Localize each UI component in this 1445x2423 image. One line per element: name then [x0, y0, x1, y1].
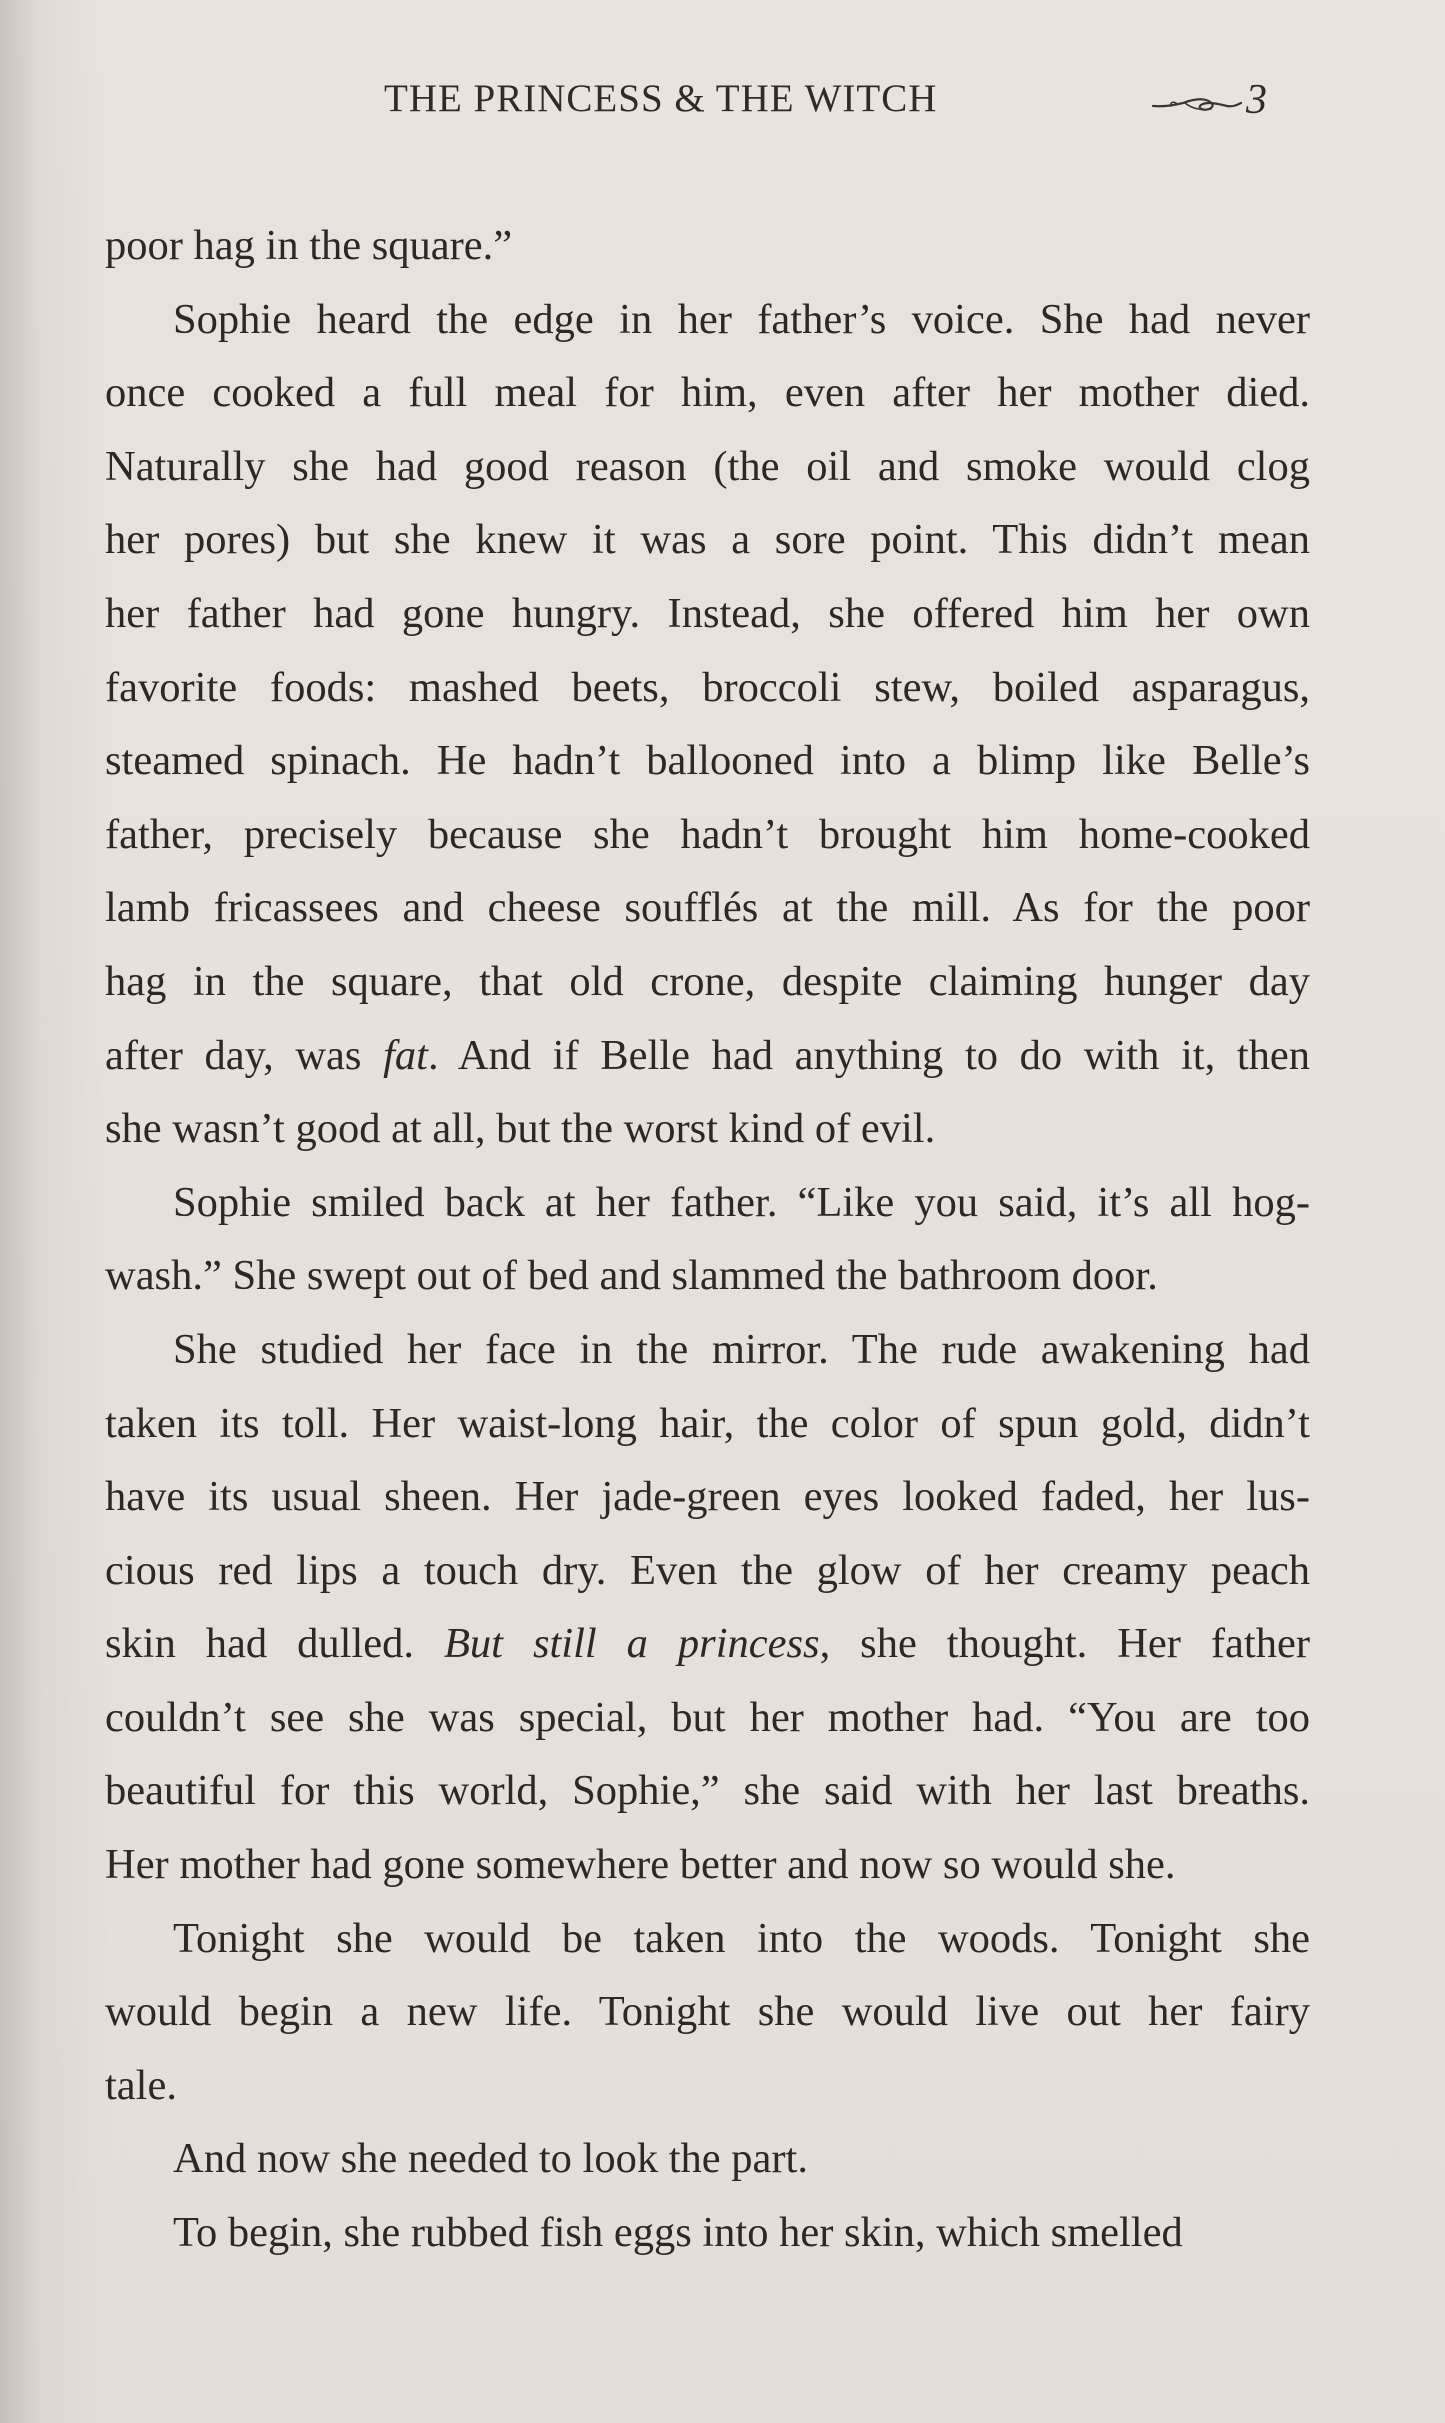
text-run: tale. [105, 2061, 177, 2109]
paragraph [105, 1902, 1310, 2123]
text-line [105, 209, 1310, 283]
text-line [105, 1754, 1310, 1828]
paragraph [105, 1166, 1310, 1313]
italic-text: fat [383, 1031, 428, 1079]
text-line [105, 2049, 1310, 2123]
text-run: Sophie smiled back at her father. “Like you said, it’s all hog- [173, 1178, 1310, 1226]
text-run: skin had dulled. [105, 1620, 444, 1668]
running-head: THE PRINCESS & THE WITCH [384, 77, 938, 120]
text-line [105, 1387, 1310, 1461]
paragraph [105, 2122, 1310, 2196]
page-header [384, 72, 1384, 132]
text-run: father, precisely because she hadn’t brought him home-cooked [105, 810, 1310, 858]
text-run: after day, was [105, 1031, 384, 1079]
text-line [105, 1460, 1310, 1534]
text-run: poor hag in the square.” [105, 222, 513, 269]
text-line [105, 1975, 1310, 2049]
text-run: Naturally she had good reason (the oil and smoke would clog [105, 442, 1310, 490]
text-line [105, 2196, 1310, 2270]
text-line [105, 724, 1310, 798]
text-line [105, 577, 1310, 651]
text-line [105, 1019, 1310, 1093]
text-run: favorite foods: mashed beets, broccoli stew, boiled asparagus, [105, 663, 1310, 711]
text-run: she wasn’t good at all, but the worst kind of evil. [105, 1105, 936, 1153]
text-run: her father had gone hungry. Instead, she offered him her own [105, 589, 1310, 637]
text-line [105, 1092, 1310, 1166]
text-run: Sophie heard the edge in her father’s voice. She had never [173, 295, 1310, 343]
italic-text: But still a princess [443, 1620, 820, 1668]
text-line [105, 430, 1310, 504]
text-line [105, 798, 1310, 872]
text-run: steamed spinach. He hadn’t ballooned into a blimp like Belle’s [105, 737, 1310, 785]
text-run: once cooked a full meal for him, even after her mother died. [105, 369, 1310, 417]
text-run: wash.” She swept out of bed and slammed the bathroom door. [105, 1252, 1158, 1300]
paragraph [105, 2196, 1310, 2270]
text-line [105, 1681, 1310, 1755]
text-line [105, 356, 1310, 430]
flourish-ornament-icon [1151, 90, 1243, 120]
text-run: have its usual sheen. Her jade-green eyes looked faded, her lus- [105, 1473, 1310, 1521]
text-run: And now she needed to look the part. [173, 2135, 808, 2183]
text-run: Tonight she would be taken into the woods. Tonight she [173, 1914, 1310, 1962]
text-line [105, 1313, 1310, 1387]
text-line [105, 651, 1310, 725]
text-line [105, 1902, 1310, 1976]
text-run: beautiful for this world, Sophie,” she said with her last breaths. [105, 1767, 1310, 1815]
page-number: 3 [1246, 77, 1267, 123]
text-line [105, 1534, 1310, 1608]
text-run: . And if Belle had anything to do with it, then [427, 1031, 1310, 1079]
text-run: hag in the square, that old crone, despite claiming hunger day [105, 957, 1310, 1005]
text-run: taken its toll. Her waist-long hair, the color of spun gold, didn’t [105, 1399, 1310, 1447]
text-line [105, 871, 1310, 945]
text-line [105, 945, 1310, 1019]
text-run: couldn’t see she was special, but her mother had. “You are too [105, 1693, 1310, 1741]
body-text [105, 209, 1310, 2270]
text-run: would begin a new life. Tonight she would live out her fairy [105, 1988, 1310, 2036]
paragraph [105, 283, 1310, 1166]
text-run: lamb fricassees and cheese soufflés at the mill. As for the poor [105, 884, 1310, 932]
text-line [105, 1828, 1310, 1902]
text-line [105, 1607, 1310, 1681]
text-line [105, 283, 1310, 357]
paragraph [105, 1313, 1310, 1902]
text-run: Her mother had gone somewhere better and now so would she. [105, 1841, 1176, 1889]
text-line [105, 1166, 1310, 1240]
text-line [105, 1239, 1310, 1313]
text-run: her pores) but she knew it was a sore point. This didn’t mean [105, 516, 1310, 564]
text-run: To begin, she rubbed fish eggs into her skin, which smelled [173, 2209, 1183, 2257]
text-run: cious red lips a touch dry. Even the glow of her creamy peach [105, 1546, 1310, 1594]
paragraph [105, 209, 1310, 283]
text-run: , she thought. Her father [819, 1620, 1310, 1668]
text-run: She studied her face in the mirror. The rude awakening had [173, 1325, 1310, 1373]
text-line [105, 2122, 1310, 2196]
text-line [105, 503, 1310, 577]
